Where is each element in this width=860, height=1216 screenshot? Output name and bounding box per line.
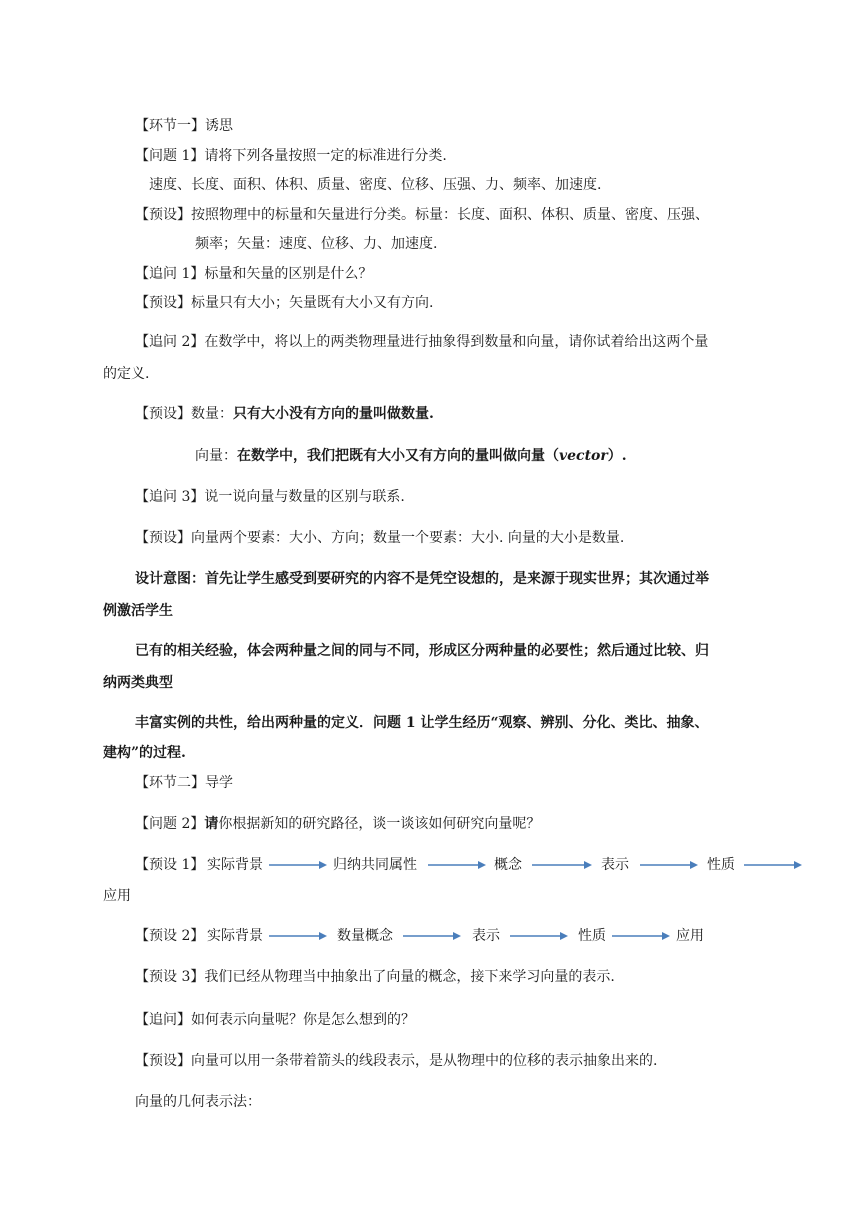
flow-1-wrap: 应用 — [103, 888, 131, 904]
vector-word: vector — [559, 448, 608, 464]
geometric-representation: 向量的几何表示法： — [135, 1094, 261, 1110]
preset-3 — [135, 404, 434, 424]
vector-definition: 在数学中，我们把既有大小又有方向的量叫做向量（ — [237, 448, 559, 464]
flow-2-step-4: 性质 — [578, 928, 606, 944]
question-1-items: 速度、长度、面积、体积、质量、密度、位移、压强、力、频率、加速度. — [149, 177, 602, 193]
scalar-definition: 只有大小没有方向的量叫做数量. — [233, 406, 434, 422]
flow-1-step-1: 实际背景 — [207, 857, 263, 873]
flow-2-step-2: 数量概念 — [337, 928, 393, 944]
intent-p1-line-1: 设计意图：首先让学生感受到要研究的内容不是凭空设想的，是来源于现实世界；其次通过举 — [135, 571, 709, 587]
vector-end: ）. — [607, 448, 627, 464]
flow-2-step-1: 实际背景 — [207, 928, 263, 944]
flow-2-step-3: 表示 — [472, 928, 500, 944]
flow-1-arrow-3 — [532, 859, 592, 871]
intent-p2-line-1: 已有的相关经验，体会两种量之间的同与不同，形成区分两种量的必要性；然后通过比较、归 — [135, 643, 709, 659]
flow-2-arrow-1 — [269, 930, 327, 942]
followup-2-line-2: 的定义. — [103, 366, 150, 382]
flow-1-step-4: 表示 — [601, 857, 629, 873]
question-2 — [135, 814, 540, 834]
section2-heading: 【环节二】导学 — [135, 775, 233, 791]
vector-definition-line — [195, 446, 627, 466]
preset-3-line: 【预设 3】我们已经从物理当中抽象出了向量的概念，接下来学习向量的表示. — [135, 969, 615, 985]
flow-1-arrow-1 — [269, 859, 327, 871]
preset-2: 【预设】标量只有大小；矢量既有大小又有方向. — [135, 295, 434, 311]
flow-1-arrow-4 — [640, 859, 698, 871]
flow-2-label: 【预设 2】 — [135, 928, 205, 944]
section1-heading: 【环节一】诱思 — [135, 118, 233, 134]
question-2-rest: 你根据新知的研究路径，谈一谈该如何研究向量呢？ — [218, 816, 541, 832]
followup-1: 【追问 1】标量和矢量的区别是什么？ — [135, 266, 373, 282]
flow-2-arrow-3 — [510, 930, 568, 942]
flow-2-arrow-4 — [612, 930, 670, 942]
question-2-bold: 请 — [204, 816, 219, 832]
preset-3-prefix: 【预设】数量： — [135, 406, 233, 422]
flow-1-arrow-2 — [428, 859, 486, 871]
intent-p3-line-2: 建构”的过程. — [103, 745, 186, 761]
preset-final: 【预设】向量可以用一条带着箭头的线段表示，是从物理中的位移的表示抽象出来的. — [135, 1053, 658, 1069]
flow-1-step-3: 概念 — [494, 857, 522, 873]
intent-p2-line-2: 纳两类典型 — [103, 675, 173, 691]
flow-2-arrow-2 — [403, 930, 461, 942]
flow-1-label: 【预设 1】 — [135, 857, 205, 873]
flow-1-step-5: 性质 — [707, 857, 735, 873]
followup-2-line-1: 【追问 2】在数学中，将以上的两类物理量进行抽象得到数量和向量，请你试着给出这两个量 — [135, 334, 709, 350]
followup-line: 【追问】如何表示向量呢？你是怎么想到的？ — [135, 1012, 415, 1028]
flow-2-step-5: 应用 — [676, 928, 704, 944]
preset-1-line-2: 频率；矢量：速度、位移、力、加速度. — [195, 236, 438, 252]
question-1: 【问题 1】请将下列各量按照一定的标准进行分类. — [135, 148, 447, 164]
intent-p3-line-1: 丰富实例的共性，给出两种量的定义．问题 1 让学生经历“观察、辨别、分化、类比、抽象、 — [135, 715, 709, 731]
vector-prefix: 向量： — [195, 448, 237, 464]
question-2-prefix: 【问题 2】 — [135, 816, 205, 832]
followup-3: 【追问 3】说一说向量与数量的区别与联系. — [135, 489, 405, 505]
flow-1-arrow-5 — [744, 859, 802, 871]
intent-p1-line-2: 例激活学生 — [103, 603, 173, 619]
preset-4: 【预设】向量两个要素：大小、方向；数量一个要素：大小. 向量的大小是数量. — [135, 530, 625, 546]
preset-1-line-1: 【预设】按照物理中的标量和矢量进行分类。标量：长度、面积、体积、质量、密度、压强、 — [135, 207, 709, 223]
flow-1-step-2: 归纳共同属性 — [333, 857, 417, 873]
